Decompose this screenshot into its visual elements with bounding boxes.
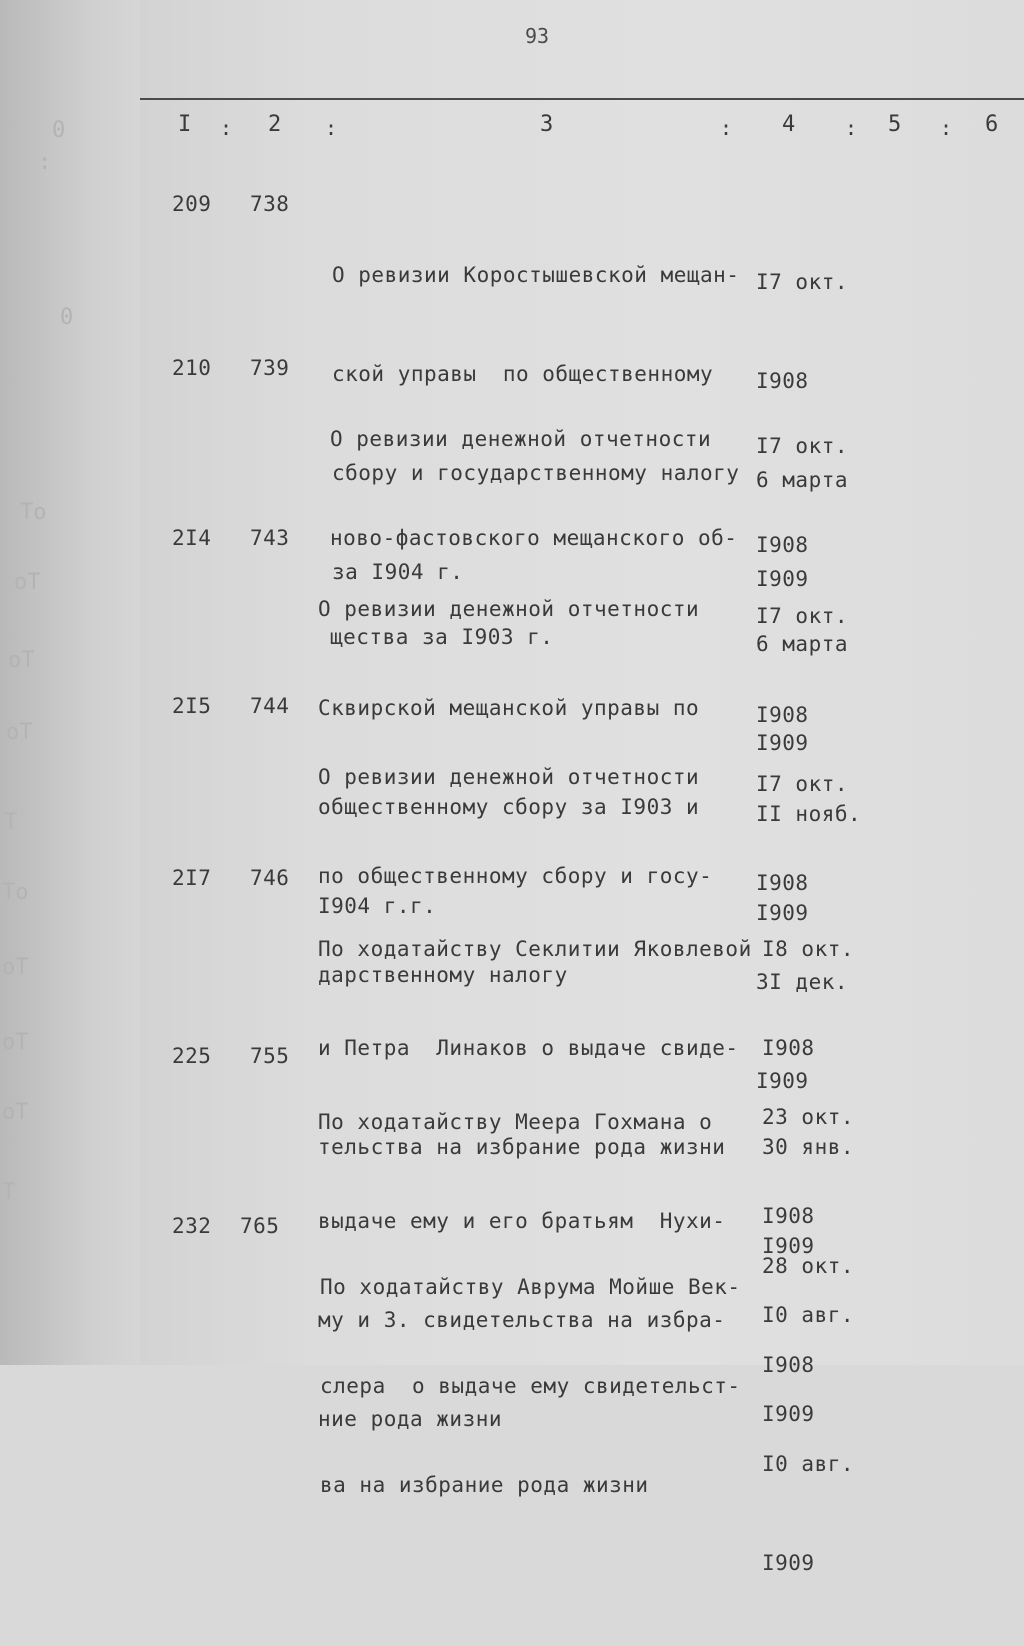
description-line: О ревизии денежной отчетности xyxy=(318,597,700,621)
date-line: 6 марта xyxy=(756,468,849,492)
bleed-mark: оТ xyxy=(2,1030,29,1055)
description-line: О ревизии денежной отчетности xyxy=(318,765,700,789)
description-line: ва на избрание рода жизни xyxy=(320,1473,649,1497)
header-rule xyxy=(140,98,1024,100)
date-line: I908 xyxy=(762,1204,815,1228)
description-line: По ходатайству Секлитии Яковлевой xyxy=(318,937,752,961)
date-line: 3I дек. xyxy=(756,970,849,994)
file-number: 743 xyxy=(250,526,290,550)
column-number: 5 xyxy=(888,112,902,137)
entry-number: 2I5 xyxy=(172,694,212,718)
entry-number: 2I4 xyxy=(172,526,212,550)
bleed-mark: Т xyxy=(4,810,18,835)
entry-number: 210 xyxy=(172,356,212,380)
column-number: 2 xyxy=(268,112,282,137)
column-separator: : xyxy=(720,116,733,140)
bleed-mark: То xyxy=(2,880,29,905)
date-line: 28 окт. xyxy=(762,1254,855,1278)
description-line: О ревизии Коростышевской мещан- xyxy=(332,263,740,287)
date-line: I8 окт. xyxy=(762,937,855,961)
entry-number: 225 xyxy=(172,1044,212,1068)
date-line: I7 окт. xyxy=(756,434,849,458)
file-number: 738 xyxy=(250,192,290,216)
description-line: ние рода жизни xyxy=(318,1407,503,1431)
description-line: слера о выдаче ему свидетельст- xyxy=(320,1374,741,1398)
entry-number: 2I7 xyxy=(172,866,212,890)
description-line: тельства на избрание рода жизни xyxy=(318,1135,726,1159)
date-line: I908 xyxy=(762,1036,815,1060)
date-line: I7 окт. xyxy=(756,772,849,796)
description-line: дарственному налогу xyxy=(318,963,568,987)
date-line: I909 xyxy=(756,731,809,755)
file-number: 755 xyxy=(250,1044,290,1068)
column-number: 4 xyxy=(782,112,796,137)
entry-dates xyxy=(762,1184,854,1646)
date-line: I909 xyxy=(756,567,809,591)
bleed-mark: Т xyxy=(2,1180,16,1205)
bleed-mark: оТ xyxy=(8,648,35,673)
description-line: и Петра Линаков о выдаче свиде- xyxy=(318,1036,739,1060)
date-line: I908 xyxy=(756,533,809,557)
date-line: 23 окт. xyxy=(762,1105,855,1129)
bleed-mark: оТ xyxy=(2,955,29,980)
column-number: 6 xyxy=(985,112,999,137)
date-line: I909 xyxy=(756,1069,809,1093)
date-line: I7 окт. xyxy=(756,270,849,294)
file-number: 744 xyxy=(250,694,290,718)
bleed-mark: : xyxy=(38,150,52,175)
date-line: I909 xyxy=(762,1402,815,1426)
entry-number: 209 xyxy=(172,192,212,216)
bleed-mark: То xyxy=(20,500,47,525)
entry-number: 232 xyxy=(172,1214,212,1238)
bleed-mark: оТ xyxy=(6,720,33,745)
description-line: за I904 г. xyxy=(332,560,464,584)
description-line: О ревизии денежной отчетности xyxy=(330,427,712,451)
column-separator: : xyxy=(940,116,953,140)
date-line: 30 янв. xyxy=(762,1135,855,1159)
previous-page-bleed xyxy=(0,0,150,1365)
date-line: I909 xyxy=(762,1234,815,1258)
date-line: I7 окт. xyxy=(756,604,849,628)
description-line: Сквирской мещанской управы по xyxy=(318,696,700,720)
bleed-mark: оТ xyxy=(14,570,41,595)
date-line: I0 авг. xyxy=(762,1452,855,1476)
description-line: щества за I903 г. xyxy=(330,625,554,649)
file-number: 739 xyxy=(250,356,290,380)
date-line: I908 xyxy=(756,871,809,895)
bleed-mark: 0 xyxy=(60,305,74,330)
column-number: 3 xyxy=(540,112,554,137)
entry-description xyxy=(320,1205,741,1568)
description-line: ново-фастовского мещанского об- xyxy=(330,526,738,550)
page-number: 93 xyxy=(525,24,550,48)
description-line: сбору и государственному налогу xyxy=(332,461,740,485)
description-line: выдаче ему и его братьям Нухи- xyxy=(318,1209,726,1233)
date-line: I908 xyxy=(756,703,809,727)
file-number: 746 xyxy=(250,866,290,890)
description-line: общественному сбору за I903 и xyxy=(318,795,700,819)
bleed-mark: оТ xyxy=(2,1100,29,1125)
date-line: I908 xyxy=(762,1353,815,1377)
date-line: 6 марта xyxy=(756,632,849,656)
bleed-mark: 0 xyxy=(52,118,66,143)
column-separator: : xyxy=(325,116,338,140)
date-line: I908 xyxy=(756,369,809,393)
description-line: ской управы по общественному xyxy=(332,362,714,386)
description-line: По ходатайству Аврума Мойше Век- xyxy=(320,1275,741,1299)
column-separator: : xyxy=(220,116,233,140)
date-line: I0 авг. xyxy=(762,1303,855,1327)
column-number: I xyxy=(178,112,192,137)
date-line: I909 xyxy=(756,901,809,925)
date-line: II нояб. xyxy=(756,802,862,826)
description-line: по общественному сбору и госу- xyxy=(318,864,713,888)
column-separator: : xyxy=(845,116,858,140)
file-number: 765 xyxy=(240,1214,280,1238)
description-line: По ходатайству Меера Гохмана о xyxy=(318,1110,713,1134)
date-line: I909 xyxy=(762,1551,815,1575)
description-line: му и З. свидетельства на избра- xyxy=(318,1308,726,1332)
description-line: I904 г.г. xyxy=(318,894,437,918)
